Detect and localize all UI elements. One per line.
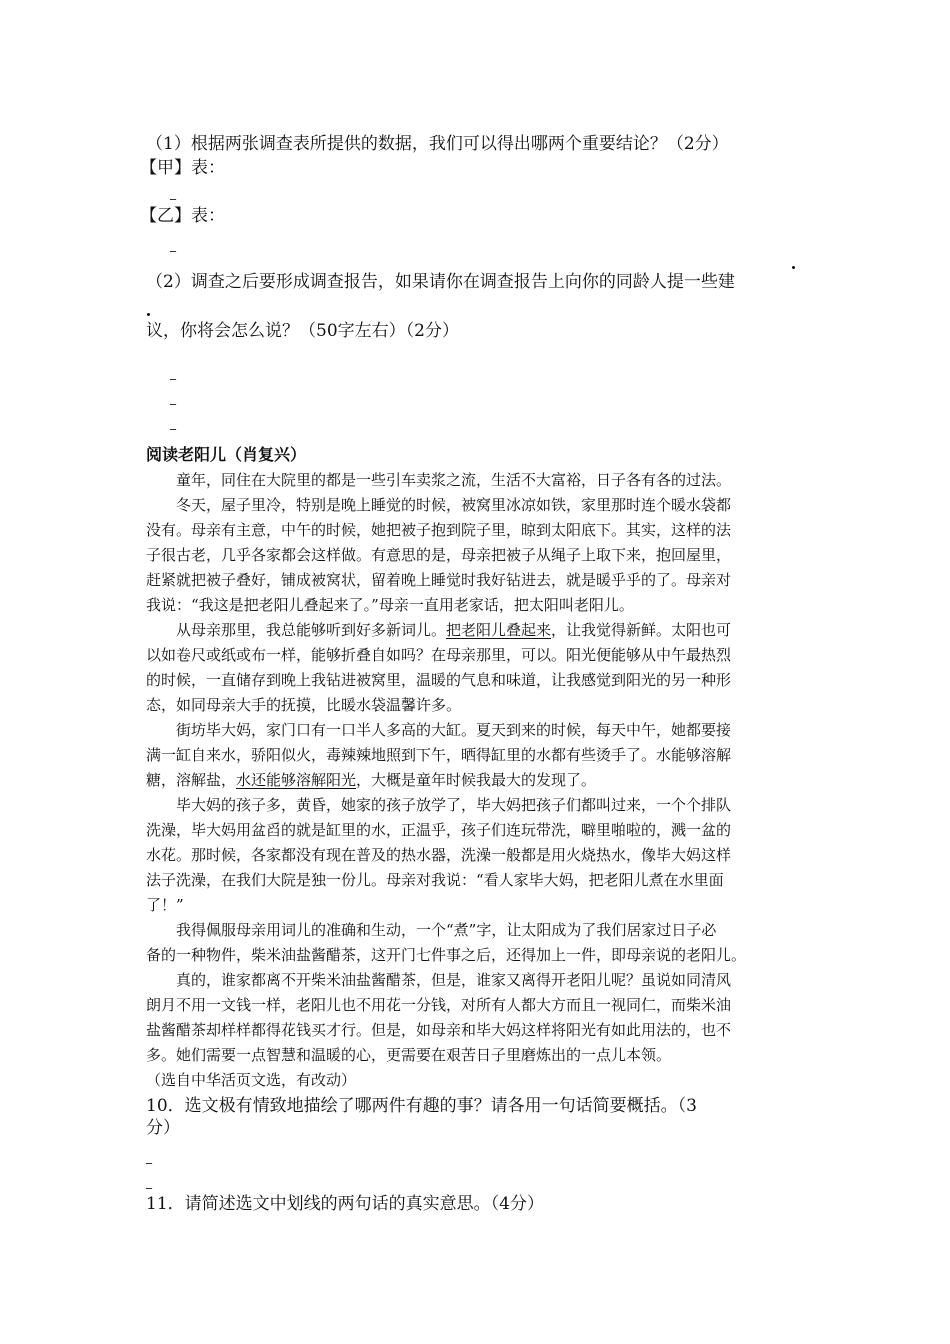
question-1: （1）根据两张调查表所提供的数据，我们可以得出哪两个重要结论？（2分） [146, 134, 729, 154]
emphasis-dot [792, 266, 795, 269]
paragraph-1: 童年，同住在大院里的都是一些引车卖浆之流，生活不大富裕，日子各有各的过法。 [176, 471, 732, 489]
paragraph-5-line: 了！” [146, 896, 184, 914]
paragraph-3-line: 以如卷尺或纸或布一样，能够折叠自如吗？在母亲那里，可以。阳光便能够从中午最热烈 [146, 646, 732, 664]
answer-blank-q2-2[interactable]: _ [170, 391, 176, 405]
paragraph-6-line: 备的一种物件，柴米油盐酱醋茶，这开门七件事之后，还得加上一件，即母亲说的老阳儿。 [146, 946, 747, 964]
question-11: 11．请简述选文中划线的两句话的真实意思。（4分） [146, 1194, 544, 1214]
paragraph-4-line: 街坊毕大妈，家门口有一口半人多高的大缸。夏天到来的时候，每天中午，她都要接 [176, 721, 732, 739]
emphasis-dot [147, 313, 150, 316]
question-2-line1: （2）调查之后要形成调查报告，如果请你在调查报告上向你的同龄人提一些建 [146, 272, 735, 292]
question-10-line1: 10．选文极有情致地描绘了哪两件有趣的事？请各用一句话简要概括。（3 [146, 1096, 697, 1116]
source-note: （选自中华活页文选，有改动） [146, 1071, 357, 1089]
paragraph-5-line: 洗澡，毕大妈用盆舀的就是缸里的水，正温乎，孩子们连玩带洗，噼里啪啦的，溅一盆的 [146, 821, 732, 839]
question-2-line2: 议，你将会怎么说？（50字左右）（2分） [146, 321, 459, 341]
answer-blank-jia[interactable]: _ [170, 186, 176, 200]
paragraph-2-line: 冬天，屋子里冷，特别是晚上睡觉的时候，被窝里冰凉如铁，家里那时连个暖水袋都 [176, 496, 732, 514]
text-segment: 糖，溶解盐， [146, 771, 237, 789]
paragraph-2-line: 没有。母亲有主意，中午的时候，她把被子抱到院子里，晾到太阳底下。其实，这样的法 [146, 521, 732, 539]
paragraph-2-line: 子很古老，几乎各家都会这样做。有意思的是，母亲把被子从绳子上取下来，抱回屋里， [146, 546, 732, 564]
paragraph-7-line: 真的，谁家都离不开柴米油盐酱醋茶，但是，谁家又离得开老阳儿呢？虽说如同清风 [176, 971, 732, 989]
paragraph-3-line: 的时候，一直储存到晚上我钻进被窝里，温暖的气息和味道，让我感觉到阳光的另一种形 [146, 671, 732, 689]
paragraph-4-line [146, 773, 596, 788]
answer-blank-q2-3[interactable]: _ [170, 416, 176, 430]
paragraph-7-line: 多。她们需要一点智慧和温暖的心，更需要在艰苦日子里磨炼出的一点儿本领。 [146, 1046, 672, 1064]
paragraph-7-line: 盐酱醋茶却样样都得花钱买才行。但是，如母亲和毕大妈这样将阳光有如此用法的，也不 [146, 1021, 732, 1039]
question-10-line2: 分） [146, 1118, 180, 1138]
paragraph-2-line: 我说：“我这是把老阳儿叠起来了。”母亲一直用老家话，把太阳叫老阳儿。 [146, 596, 634, 614]
table-yi-label: 【乙】表： [140, 206, 225, 226]
underlined-sentence-2: 水还能够溶解阳光 [236, 771, 357, 789]
paragraph-7-line: 朗月不用一文钱一样，老阳儿也不用花一分钱，对所有人都大方而且一视同仁，而柴米油 [146, 996, 732, 1014]
text-segment: ，让我觉得新鲜。太阳也可 [551, 621, 732, 639]
paragraph-5-line: 法子洗澡，在我们大院是独一份儿。母亲对我说：“看人家毕大妈，把老阳儿煮在水里面 [146, 871, 724, 889]
text-segment: 从母亲那里，我总能够听到好多新词儿。 [176, 621, 447, 639]
paragraph-5-line: 毕大妈的孩子多，黄昏，她家的孩子放学了，毕大妈把孩子们都叫过来，一个个排队 [176, 796, 732, 814]
paragraph-3-line: 态，如同母亲大手的抚摸，比暖水袋温馨许多。 [146, 696, 462, 714]
article-title: 阅读老阳儿（肖复兴） [146, 445, 307, 464]
paragraph-6-line: 我得佩服母亲用词儿的准确和生动，一个“煮”字，让太阳成为了我们居家过日子必 [176, 921, 717, 939]
table-jia-label: 【甲】表： [140, 158, 225, 178]
answer-blank-q2-1[interactable]: _ [170, 366, 176, 380]
answer-blank-yi[interactable]: _ [170, 238, 176, 252]
underlined-sentence-1: 把老阳儿叠起来 [446, 621, 552, 639]
paragraph-2-line: 赶紧就把被子叠好，铺成被窝状，留着晚上睡觉时我好钻进去，就是暖乎乎的了。母亲对 [146, 571, 732, 589]
paragraph-3-line [176, 623, 731, 638]
text-segment: ，大概是童年时候我最大的发现了。 [356, 771, 597, 789]
answer-blank-q10-2[interactable]: _ [146, 1175, 152, 1189]
paragraph-5-line: 水花。那时候，各家都没有现在普及的热水器，洗澡一般都是用火烧热水，像毕大妈这样 [146, 846, 732, 864]
paragraph-4-line: 满一缸自来水，骄阳似火，毒辣辣地照到下午，晒得缸里的水都有些烫手了。水能够溶解 [146, 746, 732, 764]
answer-blank-q10-1[interactable]: _ [146, 1150, 152, 1164]
